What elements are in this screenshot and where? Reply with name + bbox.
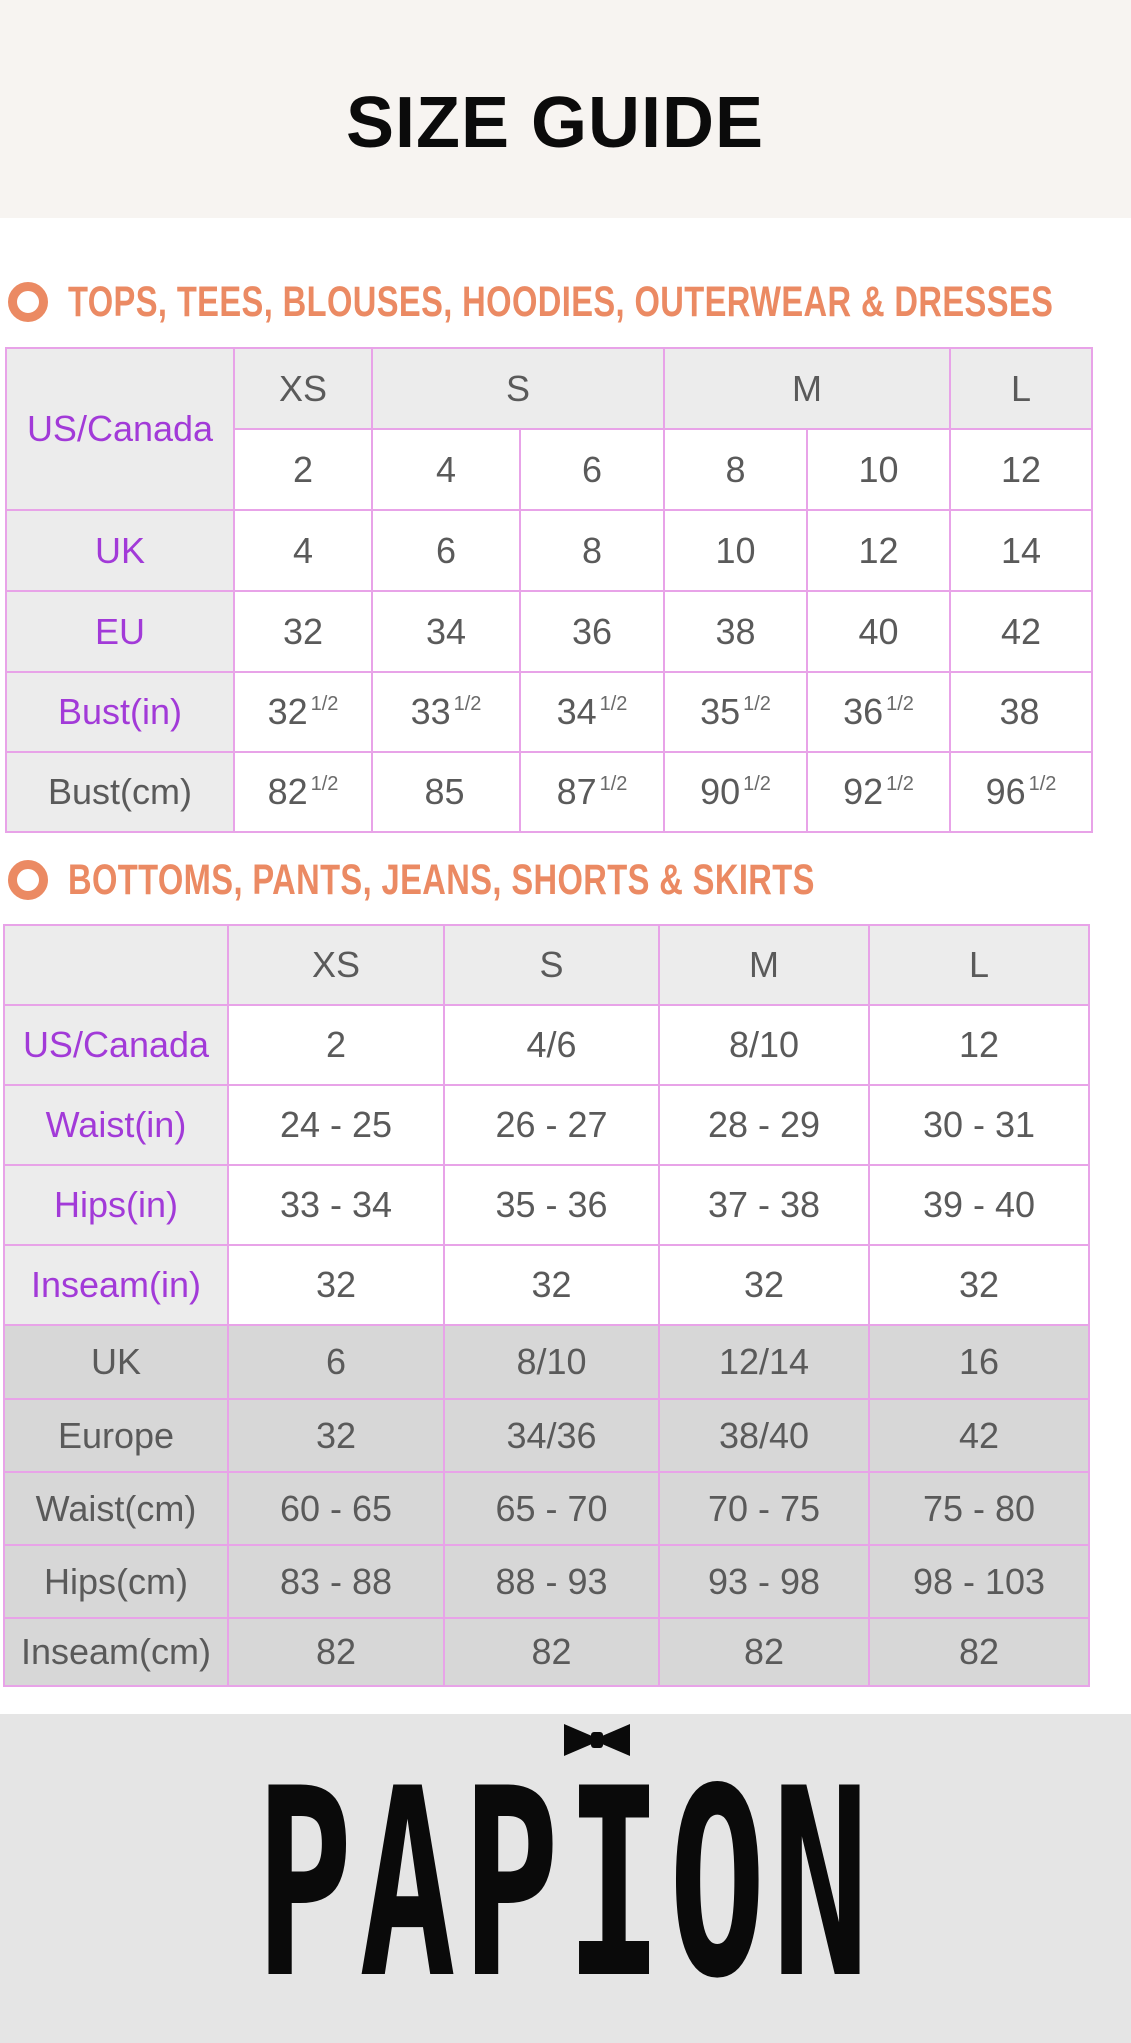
bullet-circle-icon: [8, 282, 48, 322]
bottoms-size-m: M: [659, 925, 869, 1005]
tops-bust-in-cell: [950, 672, 1092, 752]
tops-uk-cell: 14: [950, 510, 1092, 591]
bottoms-size-table: [3, 924, 1090, 1687]
bottoms-us-cell: 8/10: [659, 1005, 869, 1085]
bottoms-row-label-inseam-cm: Inseam(cm): [4, 1618, 228, 1686]
bottoms-hips-cm-cell: 98 - 103: [869, 1545, 1089, 1618]
bottoms-hips-cm-cell: 83 - 88: [228, 1545, 444, 1618]
tops-eu-cell: 40: [807, 591, 950, 672]
bust-cm-value: 92: [843, 771, 884, 812]
bottoms-row-label-hips-cm: Hips(cm): [4, 1545, 228, 1618]
bottoms-inseam-in-cell: 32: [659, 1245, 869, 1325]
bottoms-row-label-hips-in: Hips(in): [4, 1165, 228, 1245]
bottoms-europe-cell: 42: [869, 1399, 1089, 1472]
bottoms-uk-cell: 16: [869, 1325, 1089, 1399]
bottoms-section-heading: [8, 850, 1051, 910]
tops-uk-cell: 10: [664, 510, 807, 591]
bottoms-europe-cell: 32: [228, 1399, 444, 1472]
bust-in-value: 36: [843, 691, 884, 732]
bust-in-value: 32: [267, 691, 308, 732]
bullet-circle-icon: [8, 860, 48, 900]
bottoms-waist-cm-cell: 65 - 70: [444, 1472, 659, 1545]
bottoms-row-label-waist-cm: Waist(cm): [4, 1472, 228, 1545]
tops-row-label-eu: EU: [6, 591, 234, 672]
bottoms-heading-text: BOTTOMS, PANTS, JEANS, SHORTS & SKIRTS: [68, 855, 815, 904]
tops-row-label-uk: UK: [6, 510, 234, 591]
tops-size-table: [5, 347, 1093, 833]
tops-us-label: US/Canada: [6, 348, 234, 510]
bust-cm-value: 82: [267, 771, 308, 812]
bust-in-value: 33: [410, 691, 451, 732]
tops-bust-in-cell: [807, 672, 950, 752]
tops-bust-in-cell: [234, 672, 372, 752]
tops-eu-cell: 32: [234, 591, 372, 672]
bust-in-value: 35: [700, 691, 741, 732]
bottoms-inseam-in-cell: 32: [228, 1245, 444, 1325]
tops-section-heading: [8, 272, 1131, 332]
bottoms-uk-cell: 8/10: [444, 1325, 659, 1399]
tops-bust-in-cell: [372, 672, 520, 752]
bottoms-inseam-in-cell: 32: [869, 1245, 1089, 1325]
tops-uk-cell: 12: [807, 510, 950, 591]
bottoms-inseam-in-cell: 32: [444, 1245, 659, 1325]
bottoms-inseam-cm-cell: 82: [869, 1618, 1089, 1686]
tops-us-cell: 8: [664, 429, 807, 510]
bust-cm-value: 87: [556, 771, 597, 812]
bust-cm-value: 90: [700, 771, 741, 812]
tops-row-label-bust-cm: Bust(cm): [6, 752, 234, 832]
bottoms-hips-in-cell: 33 - 34: [228, 1165, 444, 1245]
tops-size-l: L: [950, 348, 1092, 429]
bust-in-value: 34: [556, 691, 597, 732]
bottoms-hips-in-cell: 39 - 40: [869, 1165, 1089, 1245]
tops-bust-in-cell: [664, 672, 807, 752]
half-fraction: 1/2: [599, 693, 628, 715]
half-fraction: 1/2: [310, 693, 339, 715]
bottoms-inseam-cm-cell: 82: [659, 1618, 869, 1686]
tops-bust-cm-cell: [950, 752, 1092, 832]
bottoms-hips-in-cell: 37 - 38: [659, 1165, 869, 1245]
bottoms-uk-cell: 12/14: [659, 1325, 869, 1399]
tops-eu-cell: 34: [372, 591, 520, 672]
tops-bust-cm-cell: [520, 752, 664, 832]
bottoms-waist-in-cell: 26 - 27: [444, 1085, 659, 1165]
tops-size-s: S: [372, 348, 664, 429]
page-title: SIZE GUIDE: [345, 83, 765, 163]
half-fraction: 1/2: [743, 773, 771, 795]
bottoms-hips-in-cell: 35 - 36: [444, 1165, 659, 1245]
half-fraction: 1/2: [453, 693, 482, 715]
half-fraction: 1/2: [310, 773, 339, 795]
tops-bust-cm-cell: [234, 752, 372, 832]
bottoms-hips-cm-cell: 93 - 98: [659, 1545, 869, 1618]
tops-bust-cm-cell: [807, 752, 950, 832]
bust-cm-value: 85: [424, 771, 465, 812]
tops-us-cell: 12: [950, 429, 1092, 510]
tops-us-cell: 6: [520, 429, 664, 510]
bottoms-waist-in-cell: 30 - 31: [869, 1085, 1089, 1165]
bottoms-inseam-cm-cell: 82: [228, 1618, 444, 1686]
bottoms-us-cell: 4/6: [444, 1005, 659, 1085]
tops-eu-cell: 42: [950, 591, 1092, 672]
tops-us-cell: 10: [807, 429, 950, 510]
tops-size-xs: XS: [234, 348, 372, 429]
tops-us-cell: 2: [234, 429, 372, 510]
half-fraction: 1/2: [886, 773, 914, 795]
tops-bust-cm-cell: [372, 752, 520, 832]
half-fraction: 1/2: [599, 773, 628, 795]
tops-row-label-bust-in: Bust(in): [6, 672, 234, 752]
tops-eu-cell: 38: [664, 591, 807, 672]
bottoms-waist-cm-cell: 70 - 75: [659, 1472, 869, 1545]
bottoms-row-label-europe: Europe: [4, 1399, 228, 1472]
bottoms-size-l: L: [869, 925, 1089, 1005]
bottoms-europe-cell: 34/36: [444, 1399, 659, 1472]
bottoms-hips-cm-cell: 88 - 93: [444, 1545, 659, 1618]
half-fraction: 1/2: [743, 693, 771, 715]
bust-cm-value: 96: [985, 771, 1026, 812]
tops-bust-in-cell: [520, 672, 664, 752]
tops-eu-cell: 36: [520, 591, 664, 672]
bottoms-waist-cm-cell: 75 - 80: [869, 1472, 1089, 1545]
bottoms-row-label-inseam-in: Inseam(in): [4, 1245, 228, 1325]
half-fraction: 1/2: [1028, 773, 1057, 795]
brand-logo: PAPION: [255, 1734, 876, 2036]
half-fraction: 1/2: [886, 693, 914, 715]
tops-uk-cell: 8: [520, 510, 664, 591]
bottoms-waist-cm-cell: 60 - 65: [228, 1472, 444, 1545]
bottoms-corner-cell: [4, 925, 228, 1005]
tops-heading-text: TOPS, TEES, BLOUSES, HOODIES, OUTERWEAR & DRESSES: [68, 277, 1054, 326]
bottoms-row-label-waist-in: Waist(in): [4, 1085, 228, 1165]
bottoms-europe-cell: 38/40: [659, 1399, 869, 1472]
tops-size-m: M: [664, 348, 950, 429]
bottoms-us-cell: 2: [228, 1005, 444, 1085]
tops-bust-cm-cell: [664, 752, 807, 832]
tops-uk-cell: 4: [234, 510, 372, 591]
bottoms-waist-in-cell: 28 - 29: [659, 1085, 869, 1165]
bottoms-size-s: S: [444, 925, 659, 1005]
bottoms-row-label-uk: UK: [4, 1325, 228, 1399]
tops-us-cell: 4: [372, 429, 520, 510]
bust-in-value: 38: [999, 691, 1040, 732]
bottoms-uk-cell: 6: [228, 1325, 444, 1399]
tops-uk-cell: 6: [372, 510, 520, 591]
bottoms-size-xs: XS: [228, 925, 444, 1005]
bottoms-row-label-us: US/Canada: [4, 1005, 228, 1085]
bottoms-waist-in-cell: 24 - 25: [228, 1085, 444, 1165]
bottoms-us-cell: 12: [869, 1005, 1089, 1085]
bottoms-inseam-cm-cell: 82: [444, 1618, 659, 1686]
